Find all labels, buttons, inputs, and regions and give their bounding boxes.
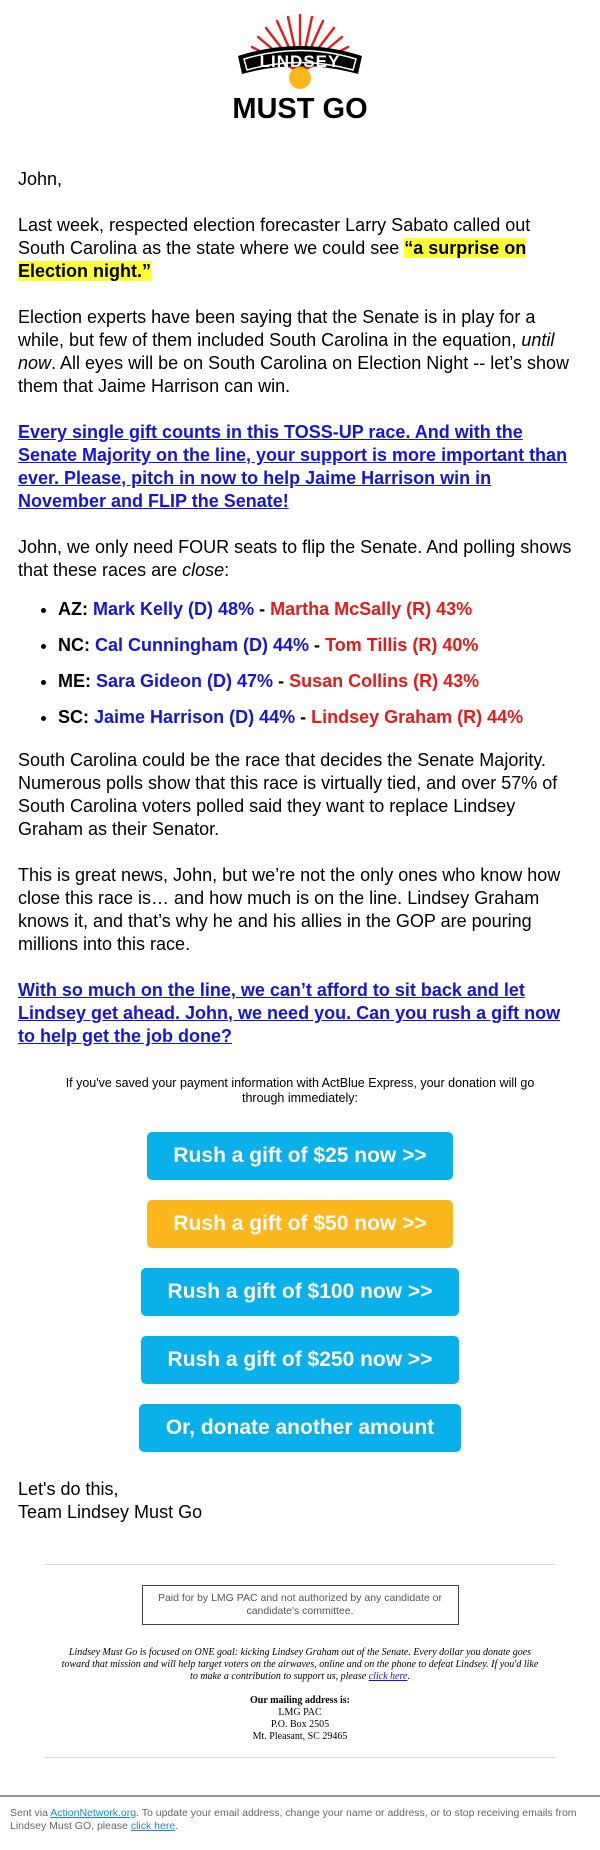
race-rep: Susan Collins (R) 43% [289, 671, 480, 691]
race-item [58, 634, 582, 657]
mission-click-here-link[interactable]: click here [368, 1671, 408, 1682]
mission-text: Lindsey Must Go is focused on ONE goal: kicking Lindsey Graham out of the Senate. Every dollar you donate goes toward that mission and will help target voters on the airwaves, online and on the phone to defeat Lindsey. If you'd like to make a contribution to support us, please [61, 1647, 539, 1682]
mission-statement [57, 1647, 543, 1683]
donate-250-button[interactable]: Rush a gift of $250 now >> [141, 1336, 459, 1384]
race-state: ME: [58, 671, 91, 691]
paragraph-experts-a: Election experts have been saying that the Senate is in play for a while, but few of them included South Carolina in the equation, [18, 307, 536, 350]
address-line: Mt. Pleasant, SC 29465 [252, 1731, 348, 1742]
race-separator: - [314, 635, 321, 655]
paragraph-four-seats-text: John, we only need FOUR seats to flip the Senate. And polling shows that these races are [18, 537, 572, 580]
sent-via-end: . [175, 1820, 179, 1832]
race-separator: - [278, 671, 285, 691]
lindsey-must-go-logo [220, 10, 380, 130]
paid-for-disclaimer: Paid for by LMG PAC and not authorized by any candidate or candidate's committee. [142, 1585, 459, 1625]
race-dem: Sara Gideon (D) 47% [96, 671, 274, 691]
race-item [58, 706, 582, 729]
race-dem: Cal Cunningham (D) 44% [95, 635, 310, 655]
mission-end: . [407, 1671, 410, 1682]
footer [45, 1564, 555, 1758]
race-state: SC: [58, 707, 89, 727]
race-dem: Jaime Harrison (D) 44% [94, 707, 296, 727]
address-title: Our mailing address is: [250, 1695, 350, 1706]
race-rep: Tom Tillis (R) 40% [325, 635, 479, 655]
footer-divider [45, 1757, 555, 1758]
paragraph-four-seats-em: close [182, 560, 225, 580]
logo-line2: MUST GO [232, 93, 368, 125]
sent-via-text: Sent via [10, 1807, 51, 1819]
donate-100-button[interactable]: Rush a gift of $100 now >> [141, 1268, 459, 1316]
actionnetwork-link[interactable]: ActionNetwork.org [50, 1807, 137, 1819]
paragraph-experts [18, 306, 582, 398]
race-rep: Lindsey Graham (R) 44% [311, 707, 524, 727]
donation-buttons [18, 1132, 582, 1472]
paragraph-great-news: This is great news, John, but we’re not the only ones who know how close this race is… and how much is on the line. Lindsey Graham knows it, and that’s why he and his allies in the GOP are pouring millions into this race. [18, 865, 561, 954]
actblue-express-note: If you've saved your payment information with ActBlue Express, your donation will go through immediately: [65, 1076, 535, 1105]
sent-via-footer [0, 1795, 600, 1843]
donate-other-amount-button[interactable]: Or, donate another amount [139, 1404, 461, 1452]
donate-25-button[interactable]: Rush a gift of $25 now >> [147, 1132, 453, 1180]
race-item [58, 670, 582, 693]
sent-via-body: . To update your email address, change your name or address, or to stop receiving emails from Lindsey Must GO, please [10, 1807, 577, 1832]
greeting: John, [18, 169, 63, 189]
paragraph-sabato-text: Last week, respected election forecaster Larry Sabato called out South Carolina as the state where we could see [18, 215, 531, 258]
paragraph-sc-majority: South Carolina could be the race that decides the Senate Majority. Numerous polls show that this race is virtually tied, and over 57% of South Carolina voters polled said they want to replace Lindsey Graham as their Senator. [18, 750, 558, 839]
highlight-quote: “a surprise on Election night.” [18, 238, 527, 281]
address-line: LMG PAC [278, 1707, 322, 1718]
logo-line1: LINDSEY [259, 52, 341, 71]
signoff-line2: Team Lindsey Must Go [18, 1502, 203, 1522]
race-list [18, 598, 582, 729]
paragraph-four-seats-end: : [224, 560, 230, 580]
donate-link-rush[interactable]: With so much on the line, we can’t afford to sit back and let Lindsey get ahead. John, we need you. Can you rush a gift now to help get the job done? [18, 980, 561, 1046]
signoff-line1: Let's do this, [18, 1479, 119, 1499]
unsubscribe-click-here-link[interactable]: click here [130, 1820, 176, 1832]
race-state: AZ: [58, 599, 88, 619]
mailing-address [45, 1695, 555, 1743]
paragraph-four-seats [18, 536, 582, 582]
address-line: P.O. Box 2505 [270, 1719, 330, 1730]
race-separator: - [300, 707, 307, 727]
race-dem: Mark Kelly (D) 48% [93, 599, 255, 619]
donate-50-button[interactable]: Rush a gift of $50 now >> [147, 1200, 453, 1248]
race-state: NC: [58, 635, 90, 655]
race-item [58, 598, 582, 621]
paragraph-experts-em: until now [18, 330, 555, 373]
donate-link-toss-up[interactable]: Every single gift counts in this TOSS-UP race. And with the Senate Majority on the line, your support is more important than ever. Please, pitch in now to help Jaime Harrison win in November and FLIP the Senate! [18, 422, 568, 511]
race-rep: Martha McSally (R) 43% [270, 599, 473, 619]
race-separator: - [259, 599, 266, 619]
paragraph-experts-b: . All eyes will be on South Carolina on Election Night -- let’s show them that Jaime Harrison can win. [18, 353, 569, 396]
paragraph-sabato [18, 214, 582, 283]
